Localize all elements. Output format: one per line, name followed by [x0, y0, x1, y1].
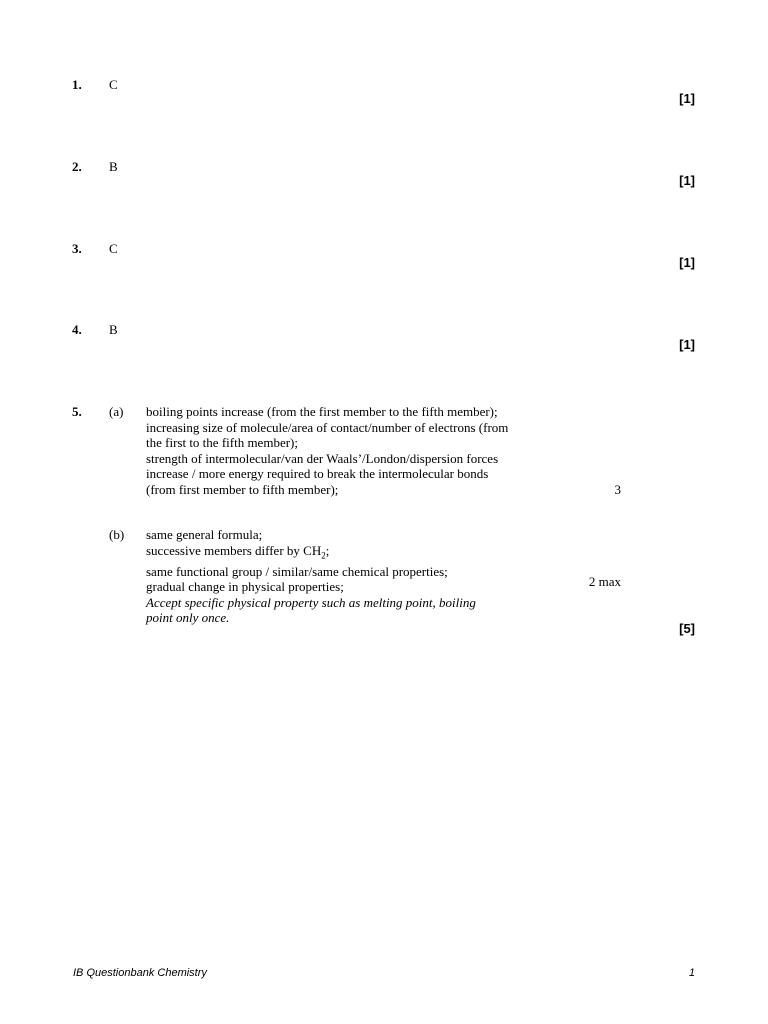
answer-line: increase / more energy required to break the intermolecular bonds — [146, 466, 489, 481]
question-2-answer: B — [109, 159, 118, 174]
answer-line — [146, 543, 566, 564]
question-5a-mark: 3 — [614, 482, 621, 497]
question-1-number: 1. — [72, 77, 82, 92]
answer-line: gradual change in physical properties; — [146, 579, 344, 595]
question-5a-answer — [146, 404, 566, 497]
question-5a-label: (a) — [109, 404, 124, 419]
examiner-note: point only once. — [146, 610, 230, 626]
question-4-answer: B — [109, 322, 118, 337]
subscript: 2 — [321, 550, 326, 561]
question-2-number: 2. — [72, 159, 82, 174]
answer-line: the first to the fifth member); — [146, 435, 298, 450]
answer-line: (from first member to fifth member); — [146, 481, 339, 497]
question-5b-mark: 2 max — [588, 574, 621, 589]
question-1-answer: C — [109, 77, 118, 92]
page-number: 1 — [688, 967, 695, 979]
question-3-marks: [1] — [679, 255, 695, 270]
question-1-marks: [1] — [679, 91, 695, 106]
question-4-number: 4. — [72, 322, 82, 337]
question-5b-answer — [146, 527, 566, 626]
answer-line: strength of intermolecular/van der Waals’/London/dispersion forces — [146, 450, 499, 466]
answer-line: boiling points increase (from the first member to the fifth member); — [146, 404, 498, 419]
question-5b-label: (b) — [109, 527, 125, 542]
question-3-number: 3. — [72, 241, 82, 256]
answer-text: successive members differ by CH — [146, 542, 322, 558]
answer-line: same functional group / similar/same chemical properties; — [146, 563, 448, 579]
answer-line: increasing size of molecule/area of contact/number of electrons (from — [146, 419, 509, 435]
question-4-marks: [1] — [679, 337, 695, 352]
question-2-marks: [1] — [679, 173, 695, 188]
answer-text: ; — [325, 542, 330, 558]
footer-title: IB Questionbank Chemistry — [73, 967, 207, 979]
question-3-answer: C — [109, 241, 118, 256]
answer-line: same general formula; — [146, 527, 263, 542]
question-5-number: 5. — [72, 404, 82, 419]
question-5-total-marks: [5] — [679, 621, 695, 636]
examiner-note: Accept specific physical property such as melting point, boiling — [146, 594, 476, 610]
